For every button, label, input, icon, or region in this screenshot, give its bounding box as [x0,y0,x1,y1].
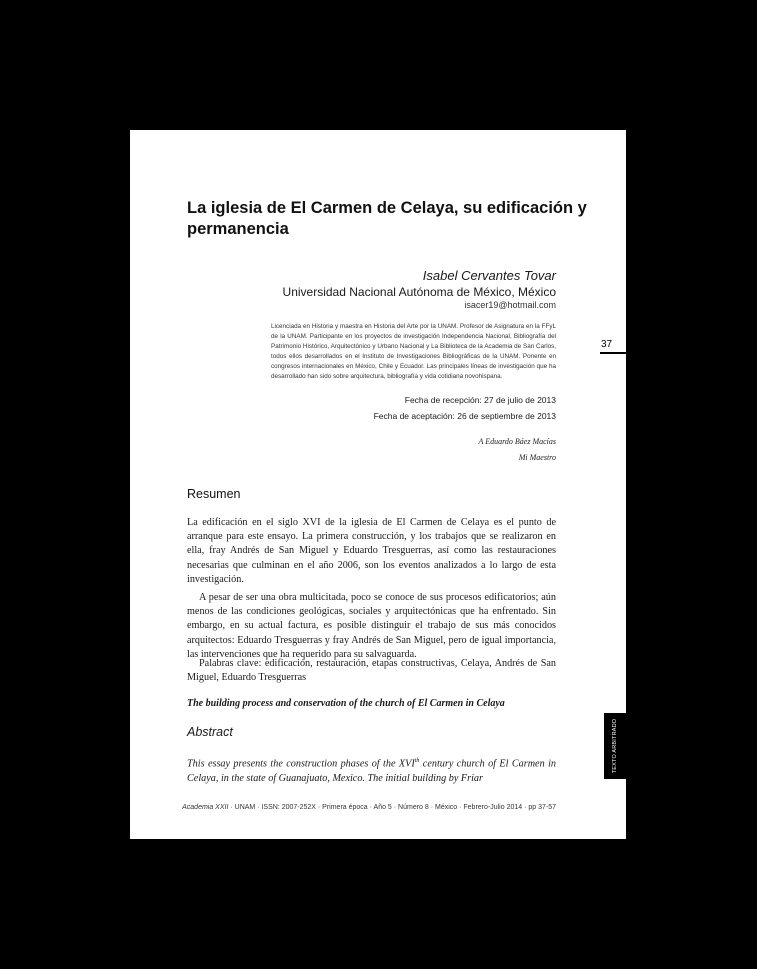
article-page [130,130,626,839]
date-accepted: Fecha de aceptación: 26 de septiembre de 2013 [373,411,556,421]
author-bio: Licenciada en Historia y maestra en Historia del Arte por la UNAM. Profesor de Asignatura en la FFyL de la UNAM. Participante en los proyectos de investigación Independencia Nacional, Bibliografía del Patrimonio Histórico, Arquitectónico y Urbano Nacional y La Biblioteca de la Academia de San Carlos, todos ellos desarrollados en el Instituto de Investigaciones Bibliográficas de la UNAM. Ponente en congresos internacionales en México, Chile y Ecuador. Las principales líneas de investigación que ha desarrollado han sido sobre arquitectura, bibliografía y vida cotidiana novohispana. [271,323,556,380]
resumen-paragraph-2 [187,591,556,662]
resumen-keywords [187,657,556,685]
page-number: 37 [601,339,613,350]
abstract-body [187,754,556,786]
abstract-text-before: This essay presents the construction phases of the XVI [187,758,415,770]
article-dates [374,392,556,424]
author-affiliation: Universidad Nacional Autónoma de México, México [282,285,556,299]
author-email[interactable]: isacer19@hotmail.com [464,300,556,310]
resumen-text-1: La edificación en el siglo XVI de la iglesia de El Carmen de Celaya es el punto de arranque para este ensayo. La primera construcción, y los trabajos que se realizaron en ella, fray Andrés de San Miguel y Eduardo Tresguerras, así como las restauraciones necesarias que culminan en el año 2006, son los eventos analizados a lo largo de esta investigación. [187,517,556,585]
side-tab [604,713,626,779]
page-footer [182,804,556,811]
abstract-text-after: century church of El Carmen in Celaya, in the state of Guanajuato, Mexico. The initial building by Friar [187,758,556,784]
date-received: Fecha de recepción: 27 de julio de 2013 [404,395,556,405]
side-tab-label: TEXTO ARBITRADO [612,718,618,774]
article-title: La iglesia de El Carmen de Celaya, su edificación y permanencia [187,199,587,238]
journal-name: Academia XXII [182,804,229,811]
abstract-text [187,754,556,786]
keywords-text: Palabras clave: edificación, restauración, etapas constructivas, Celaya, Andrés de San Miguel, Eduardo Tresguerras [187,658,556,684]
dedication [478,434,556,465]
resumen-paragraph-1 [187,516,556,587]
abstract-sup: th [414,758,420,764]
page-number-rule [600,352,626,354]
resumen-heading: Resumen [187,487,241,501]
dedication-line-2: Mi Maestro [518,452,556,462]
dedication-line-1: A Eduardo Báez Macías [478,437,556,446]
resumen-text-2: A pesar de ser una obra multicitada, poco se conoce de sus procesos edificatorios; aún menos de las condiciones geológicas, sociales y arquitectónicas que ha enfrentado. Sin embargo, en su actual factura, es posible distinguir el trabajo de sus más conocidos arquitectos: Eduardo Tresguerras y fray Andrés de San Miguel, pero de igual importancia, las intervenciones que ha requerido para su salvaguarda. [187,592,556,660]
abstract-heading: Abstract [187,725,233,739]
journal-citation: · UNAM · ISSN: 2007-252X · Primera época · Año 5 · Número 8 · México · Febrero-Julio 2014 · pp 37-57 [228,804,556,811]
english-title: The building process and conservation of the church of El Carmen in Celaya [187,698,505,709]
author-name: Isabel Cervantes Tovar [422,268,556,283]
